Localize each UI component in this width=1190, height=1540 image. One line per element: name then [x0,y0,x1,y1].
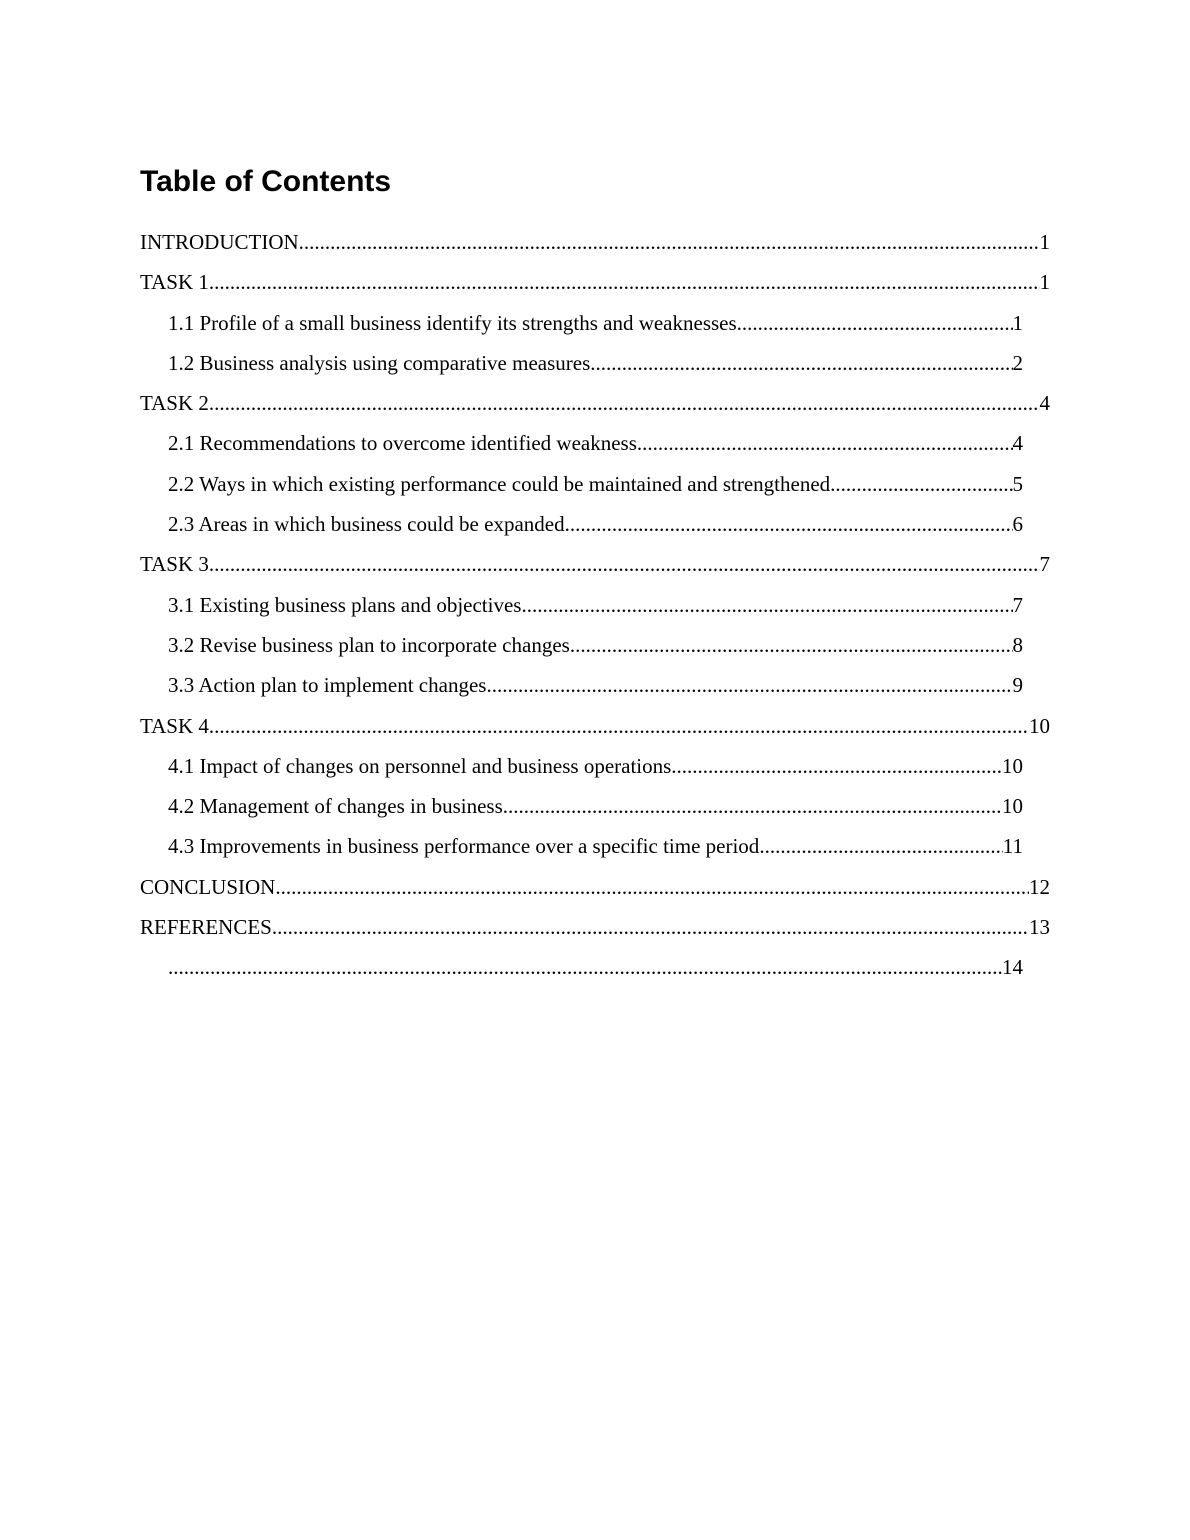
toc-entry[interactable] [168,947,1023,987]
toc-page-number: 10 [1029,713,1050,738]
toc-dot-leader [521,585,1012,625]
toc-entry-text: 1.2 Business analysis using comparative measures [168,350,591,375]
toc-dot-leader [209,262,1040,302]
toc-entry-text: 3.1 Existing business plans and objectives [168,592,522,617]
toc-page-number: 6 [1012,512,1023,537]
toc-entry[interactable] [168,504,1023,544]
toc-dot-leader [209,544,1040,584]
toc-page-number: 7 [1012,592,1023,617]
toc-page-number: 8 [1012,632,1023,657]
toc-page-number: 11 [1002,834,1023,859]
toc-entry-text: TASK 4 [140,713,209,738]
toc-page-number: 5 [1012,471,1023,496]
toc-dot-leader [272,907,1029,947]
toc-entry-text: 3.3 Action plan to implement changes [168,673,487,698]
toc-dot-leader [299,222,1040,262]
toc-entry-text: 2.1 Recommendations to overcome identified weakness [168,431,637,456]
toc-dot-leader [168,947,1002,987]
toc-entry-text: 4.2 Management of changes in business [168,794,503,819]
toc-entry-text: 3.2 Revise business plan to incorporate changes [168,632,570,657]
toc-entry[interactable] [168,464,1023,504]
toc-entry[interactable] [140,544,1050,584]
toc-dot-leader [565,504,1013,544]
toc-title: Table of Contents [140,165,392,198]
toc-entry[interactable] [168,826,1023,866]
toc-entry-text: REFERENCES [140,915,272,940]
toc-entry-text: 2.2 Ways in which existing performance could be maintained and strengthened [168,471,831,496]
toc-entry-text: 4.3 Improvements in business performance over a specific time period [168,834,760,859]
toc-entry-text: 1.1 Profile of a small business identify its strengths and weaknesses [168,310,737,335]
toc-page-number: 4 [1012,431,1023,456]
toc-dot-leader [209,383,1040,423]
toc-list [0,222,1190,988]
toc-dot-leader [637,423,1013,463]
toc-page-number: 4 [1039,391,1050,416]
toc-page-number: 10 [1002,753,1023,778]
toc-entry[interactable] [168,585,1023,625]
toc-entry[interactable] [140,222,1050,262]
toc-entry-text: INTRODUCTION [140,230,299,254]
toc-entry-text: 4.1 Impact of changes on personnel and business operations [168,753,672,778]
toc-entry[interactable] [140,907,1050,947]
toc-page-number: 13 [1029,915,1050,940]
toc-entry-text: TASK 1 [140,270,209,295]
toc-dot-leader [209,706,1029,746]
toc-dot-leader [275,867,1029,907]
toc-entry-text: TASK 2 [140,391,209,416]
toc-dot-leader [737,303,1013,343]
toc-entry[interactable] [168,343,1023,383]
toc-entry[interactable] [168,423,1023,463]
toc-page-number: 2 [1012,350,1023,375]
toc-entry[interactable] [140,383,1050,423]
toc-dot-leader [570,625,1013,665]
toc-dot-leader [590,343,1012,383]
toc-page-number: 14 [1002,955,1023,980]
toc-entry[interactable] [168,625,1023,665]
toc-page-number: 9 [1012,673,1023,698]
toc-page-number: 7 [1039,552,1050,577]
toc-entry[interactable] [168,665,1023,705]
toc-entry[interactable] [140,867,1050,907]
toc-entry[interactable] [168,746,1023,786]
toc-page-number: 12 [1029,874,1050,899]
toc-entry-text: CONCLUSION [140,874,276,899]
toc-entry[interactable] [168,786,1023,826]
toc-page-number: 1 [1039,270,1050,295]
toc-entry[interactable] [140,262,1050,302]
toc-dot-leader [830,464,1012,504]
toc-dot-leader [486,665,1012,705]
toc-page-number: 1 [1039,230,1050,254]
toc-entry-text: 2.3 Areas in which business could be expanded [168,512,565,537]
toc-dot-leader [503,786,1002,826]
toc-entry[interactable] [168,303,1023,343]
toc-dot-leader [671,746,1002,786]
toc-entry[interactable] [140,706,1050,746]
toc-dot-leader [759,826,1002,866]
toc-page-number: 10 [1002,794,1023,819]
toc-entry-text: TASK 3 [140,552,209,577]
toc-page-number: 1 [1012,310,1023,335]
